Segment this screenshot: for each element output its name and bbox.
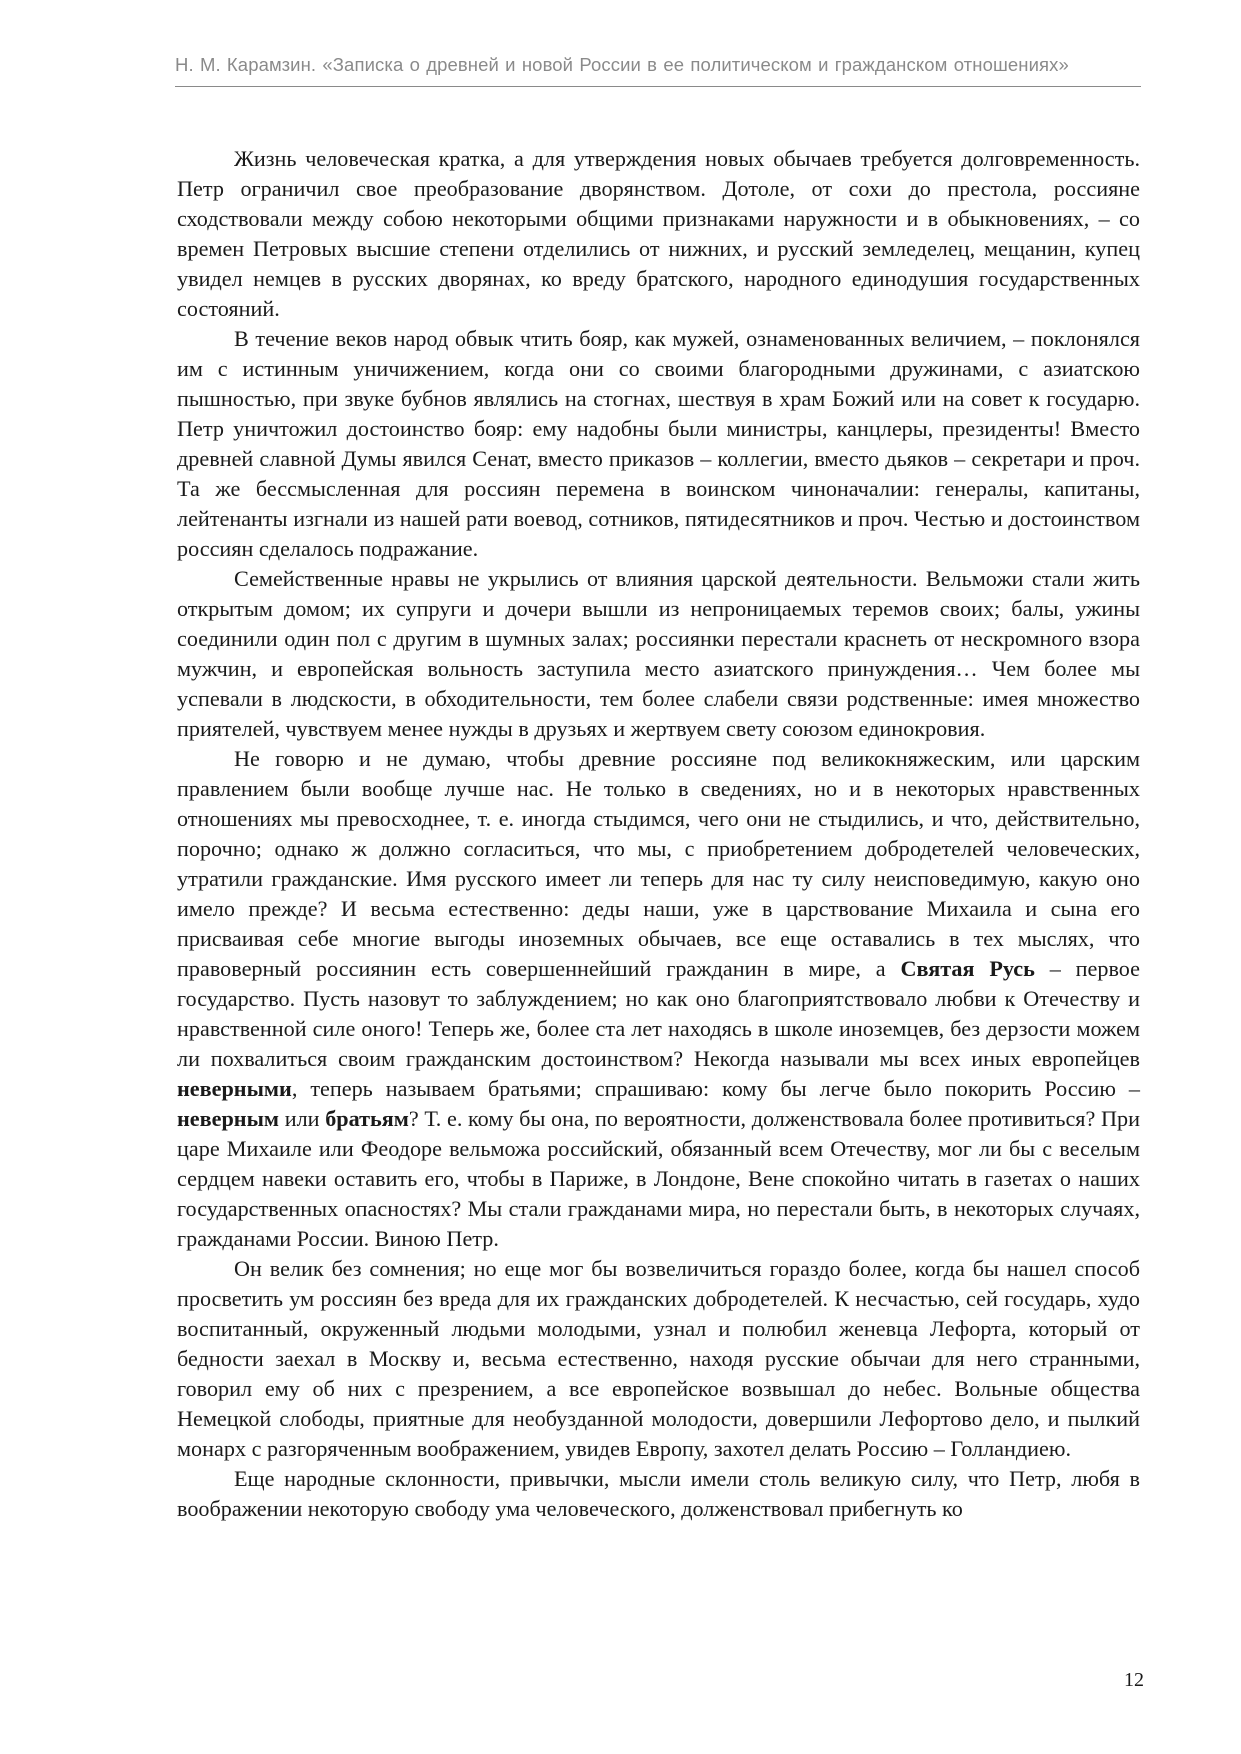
running-header: Н. М. Карамзин. «Записка о древней и новой России в ее политическом и гражданском отношениях»: [175, 54, 1069, 75]
paragraph-4-text: Не говорю и не думаю, чтобы древние россияне под великокняжеским, или царским правлением были вообще лучше нас. Не только в сведениях, но и в некоторых нравственных отношениях мы превосходнее, т. е. иногда стыдимся, чего они не стыдились, и что, действительно, порочно; однако ж должно согласиться, что мы, с приобретением добродетелей человеческих, утратили гражданские. Имя русского имеет ли теперь для нас ту силу неисповедимую, какую оно имело прежде? И весьма естественно: деды наши, уже в царствование Михаила и сына его присваивая себе многие выгоды иноземных обычаев, все еще оставались в тех мыслях, что правоверный россиянин есть совершеннейший гражданин в мире, а: [177, 746, 1140, 981]
header-rule: [175, 86, 1141, 87]
paragraph-1: Жизнь человеческая кратка, а для утверждения новых обычаев требуется долговременность. Петр ограничил свое преобразование дворянством. Дотоле, от сохи до престола, россияне сходствовали между собою некоторыми общими признаками наружности и в обыкновениях, – со времен Петровых высшие степени отделились от нижних, и русский земледелец, мещанин, купец увидел немцев в русских дворянах, ко вреду братского, народного единодушия государственных состояний.: [177, 146, 1140, 321]
paragraph-4-text: – первое государство. Пусть назовут то заблуждением; но как оно благоприятствовало любви к Отечеству и нравственной силе оного! Теперь же, более ста лет находясь в школе иноземцев, без дерзости можем ли похвалиться своим гражданским достоинством? Некогда называли мы всех иных европейцев: [177, 956, 1140, 1071]
body-text: [177, 144, 1140, 1524]
emphasis-nevernymi: неверными: [177, 1076, 292, 1101]
paragraph-4: [177, 744, 1140, 1254]
paragraph-5: Он велик без сомнения; но еще мог бы возвеличиться гораздо более, когда бы нашел способ просветить ум россиян без вреда для их гражданских добродетелей. К несчастью, сей государь, худо воспитанный, окруженный людьми молодыми, узнал и полюбил женевца Лефорта, который от бедности заехал в Москву и, весьма естественно, находя русские обычаи для него странными, говорил ему об них с презрением, а все европейское возвышал до небес. Вольные общества Немецкой слободы, приятные для необузданной молодости, довершили Лефортово дело, и пылкий монарх с разгоряченным воображением, увидев Европу, захотел делать Россию – Голландиею.: [177, 1256, 1140, 1461]
emphasis-svyataya-rus: Святая Русь: [900, 956, 1035, 981]
emphasis-bratyam: братьям: [325, 1106, 409, 1131]
paragraph-4-text: , теперь называем братьями; спрашиваю: кому бы легче было покорить Россию –: [291, 1076, 1140, 1101]
paragraph-4-text: или: [279, 1106, 326, 1131]
paragraph-3: Семейственные нравы не укрылись от влияния царской деятельности. Вельможи стали жить открытым домом; их супруги и дочери вышли из непроницаемых теремов своих; балы, ужины соединили один пол с другим в шумных залах; россиянки перестали краснеть от нескромного взора мужчин, и европейская вольность заступила место азиатского принуждения… Чем более мы успевали в людскости, в обходительности, тем более слабели связи родственные: имея множество приятелей, чувствуем менее нужды в друзьях и жертвуем свету союзом единокровия.: [177, 566, 1140, 741]
emphasis-nevernym: неверным: [177, 1106, 280, 1131]
paragraph-4-text: ? Т. е. кому бы она, по вероятности, долженствовала более противиться? При царе Михаиле или Феодоре вельможа российский, обязанный всем Отечеству, мог ли бы с веселым сердцем навеки оставить его, чтобы в Париже, в Лондоне, Вене спокойно читать в газетах о наших государственных опасностях? Мы стали гражданами мира, но перестали быть, в некоторых случаях, гражданами России. Виною Петр.: [177, 1106, 1141, 1251]
page-number: 12: [1124, 1669, 1144, 1691]
paragraph-2: В течение веков народ обвык чтить бояр, как мужей, ознаменованных величием, – поклонялся им с истинным уничижением, когда они со своими благородными дружинами, с азиатскою пышностью, при звуке бубнов являлись на стогнах, шествуя в храм Божий или на совет к государю. Петр уничтожил достоинство бояр: ему надобны были министры, канцлеры, президенты! Вместо древней славной Думы явился Сенат, вместо приказов – коллегии, вместо дьяков – секретари и проч. Та же бессмысленная для россиян перемена в воинском чиноначалии: генералы, капитаны, лейтенанты изгнали из нашей рати воевод, сотников, пятидесятников и проч. Честью и достоинством россиян сделалось подражание.: [177, 326, 1140, 561]
paragraph-6: Еще народные склонности, привычки, мысли имели столь великую силу, что Петр, любя в воображении некоторую свободу ума человеческого, долженствовал прибегнуть ко: [177, 1466, 1140, 1521]
